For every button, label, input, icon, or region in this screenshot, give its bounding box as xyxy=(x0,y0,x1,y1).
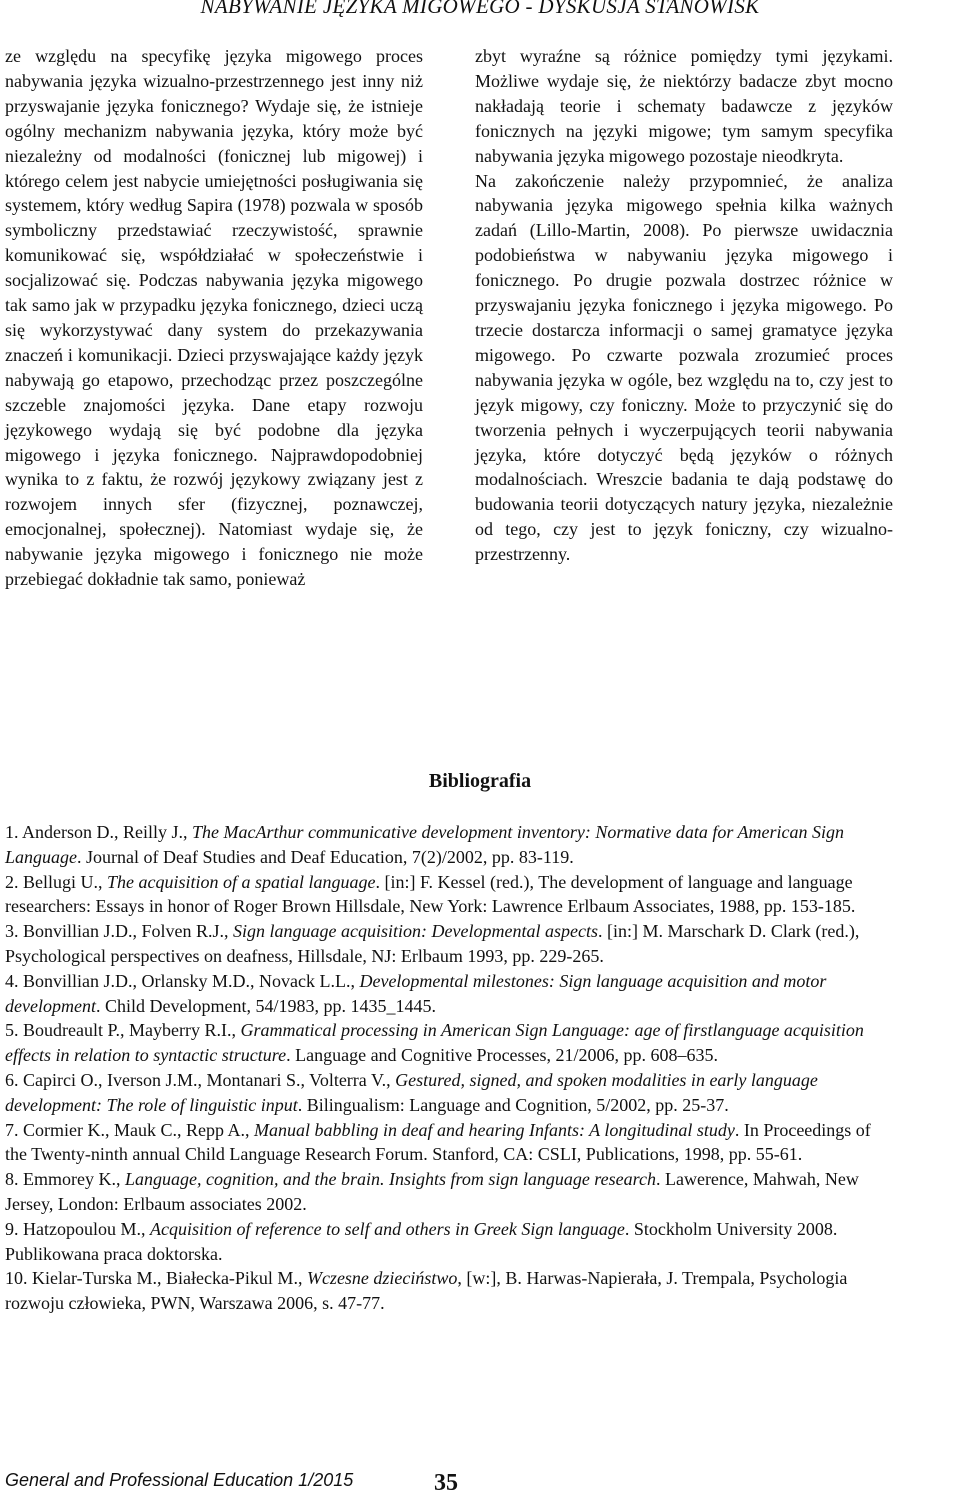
entry-source: . Language and Cognitive Processes, 21/2006, pp. 608–635. xyxy=(286,1045,719,1066)
entry-authors: 4. Bonvillian J.D., Orlansky M.D., Novack L.L., xyxy=(5,970,360,991)
entry-title: Language, cognition, and the brain. Insights from sign language research xyxy=(124,1169,656,1190)
bibliography-entry xyxy=(5,1266,895,1316)
body-paragraph: ze względu na specyfikę języka migowego proces nabywania języka wizualno-przestrzennego jest inny niż przyswajanie języka fonicznego? Wydaje się, że istnieje ogólny mechanizm nabywania języka, który może być niezależny od modalności (fonicznej lub migowej) i którego celem jest nabycie umiejętności posługiwania się systemem, który według Sapira (1978) pozwala w sposób symboliczny przedstawiać rzeczywistość, sprawnie komunikować się, współdziałać w społeczeństwie i socjalizować się. Podczas nabywania języka migowego tak samo jak w przypadku języka fonicznego, dzieci uczą się wykorzystywać dany system do przekazywania znaczeń i komunikacji. Dzieci przyswajające każdy język nabywają go etapowo, przechodząc przez poszczególne szczeble znajomości języka. Dane etapy rozwoju językowego wydają się być podobne dla języka migowego i języka fonicznego. Najprawdopodobniej wynika to z faktu, że rozwój językowy związany jest z rozwojem innych sfer (fizycznej, poznawczej, emocjonalnej, społecznej). Natomiast wydaje się, że nabywanie języka migowego i fonicznego nie może przebiegać dokładnie tak samo, ponieważ xyxy=(5,46,423,590)
bibliography-entry xyxy=(5,919,895,969)
running-header: NABYWANIE JĘZYKA MIGOWEGO - DYSKUSJA STANOWISK xyxy=(200,0,760,18)
entry-source: . [in:] M. Marschark D. Clark (red.), Psychological perspectives on deafness, Hillsdale, NJ: Erlbaum 1993, pp. 229-265. xyxy=(5,921,860,966)
entry-title: Acquisition of reference to self and others in Greek Sign language xyxy=(149,1218,625,1239)
bibliography-entry xyxy=(5,1167,895,1217)
entry-authors: 1. Anderson D., Reilly J., xyxy=(5,822,192,842)
entry-authors: 8. Emmorey K., xyxy=(5,1169,125,1190)
entry-source: . In Proceedings of the Twenty-ninth annual Child Language Research Forum. Stanford, CA: CSLI, Publications, 1998, pp. 55-61. xyxy=(5,1119,871,1165)
entry-title: Sign language acquisition: Developmental aspects xyxy=(233,921,598,942)
entry-source: . Journal of Deaf Studies and Deaf Education, 7(2)/2002, pp. 83-119. xyxy=(77,846,574,867)
body-paragraph: zbyt wyraźne są różnice pomiędzy tymi językami. Możliwe wydaje się, że niektórzy badacze zbyt mocno nakładają teorie i schematy badawcze z języków fonicznych na języki migowe; tym samym specyfika nabywania języka migowego pozostaje nieodkryta. xyxy=(475,46,893,166)
entry-source: , [w:], B. Harwas-Napierała, J. Trempala, Psychologia rozwoju człowieka, PWN, Warszawa 2006, s. 47-77. xyxy=(5,1268,848,1314)
entry-authors: 10. Kielar-Turska M., Białecka-Pikul M., xyxy=(5,1268,307,1289)
journal-footer: General and Professional Education 1/2015 xyxy=(5,1470,354,1490)
bibliography-entry xyxy=(5,870,895,920)
bibliography-entry xyxy=(5,1118,895,1168)
bibliography-entry xyxy=(5,1018,895,1068)
bibliography-entry xyxy=(5,969,895,1019)
entry-source: . Stockholm University 2008. Publikowana praca doktorska. xyxy=(5,1218,838,1264)
left-column xyxy=(5,44,423,592)
entry-title: The acquisition of a spatial language xyxy=(107,871,376,892)
entry-authors: 2. Bellugi U., xyxy=(5,871,107,892)
body-paragraph: Na zakończenie należy przypomnieć, że analiza nabywania języka migowego spełnia kilka ważnych zadań (Lillo-Martin, 2008). Po pierwsze uwidacznia podobieństwa w nabywaniu języka migowego i fonicznego. Po drugie pozwala dostrzec różnice w przyswajaniu języka fonicznego i języka migowego. Po trzecie dostarcza informacji o samej gramatyce języka migowego. Po czwarte pozwala zrozumieć proces nabywania języka w ogóle, bez względu na to, czy jest to język migowy, czy foniczny. Może to przyczynić się do tworzenia pełnych i wyczerpujących teorii nabywania języka, które dotyczyć będą języków o różnych modalnościach. Wreszcie badania te dają podstawę do budowania teorii dotyczących natury języka, niezależnie od tego, czy jest to język foniczny, czy wizualno-przestrzenny. xyxy=(475,170,893,565)
entry-authors: 7. Cormier K., Mauk C., Repp A., xyxy=(5,1119,254,1140)
entry-title: The MacArthur communicative development inventory: Normative data for American Sign Language xyxy=(5,822,845,867)
entry-title: Grammatical processing in American Sign Language: age of firstlanguage acquisition effects in relation to syntactic structure xyxy=(5,1020,864,1066)
bibliography-title: Bibliografia xyxy=(428,770,532,792)
entry-title: Wczesne dzieciństwo xyxy=(306,1268,458,1289)
entry-authors: 6. Capirci O., Iverson J.M., Montanari S., Volterra V., xyxy=(5,1069,396,1090)
entry-source: . [in:] F. Kessel (red.), The development of language and language researchers: Essays in honor of Roger Brown Hillsdale, New York: Lawrence Erlbaum Associates, 1988, pp. 153-185. xyxy=(5,871,856,917)
entry-title: Gestured, signed, and spoken modalities in early language development: The role of linguistic input xyxy=(5,1069,818,1115)
entry-authors: 5. Boudreault P., Mayberry R.I., xyxy=(5,1020,241,1041)
bibliography-entry xyxy=(5,1217,895,1267)
right-column xyxy=(475,44,893,567)
entry-source: . Lawerence, Mahwah, New Jersey, London: Erlbaum associates 2002. xyxy=(5,1169,859,1214)
entry-authors: 9. Hatzopoulou M., xyxy=(5,1218,150,1239)
entry-title: Developmental milestones: Sign language acquisition and motor development xyxy=(5,970,827,1016)
page-number: 35 xyxy=(434,1470,458,1496)
entry-authors: 3. Bonvillian J.D., Folven R.J., xyxy=(5,921,234,942)
bibliography-entry xyxy=(5,820,895,870)
bibliography-entry xyxy=(5,1068,895,1118)
entry-source: . Bilingualism: Language and Cognition, 5/2002, pp. 25-37. xyxy=(297,1094,729,1115)
bibliography-list xyxy=(5,820,895,1316)
entry-source: . Child Development, 54/1983, pp. 1435_1445. xyxy=(95,995,436,1016)
entry-title: Manual babbling in deaf and hearing Infants: A longitudinal study xyxy=(254,1119,735,1140)
